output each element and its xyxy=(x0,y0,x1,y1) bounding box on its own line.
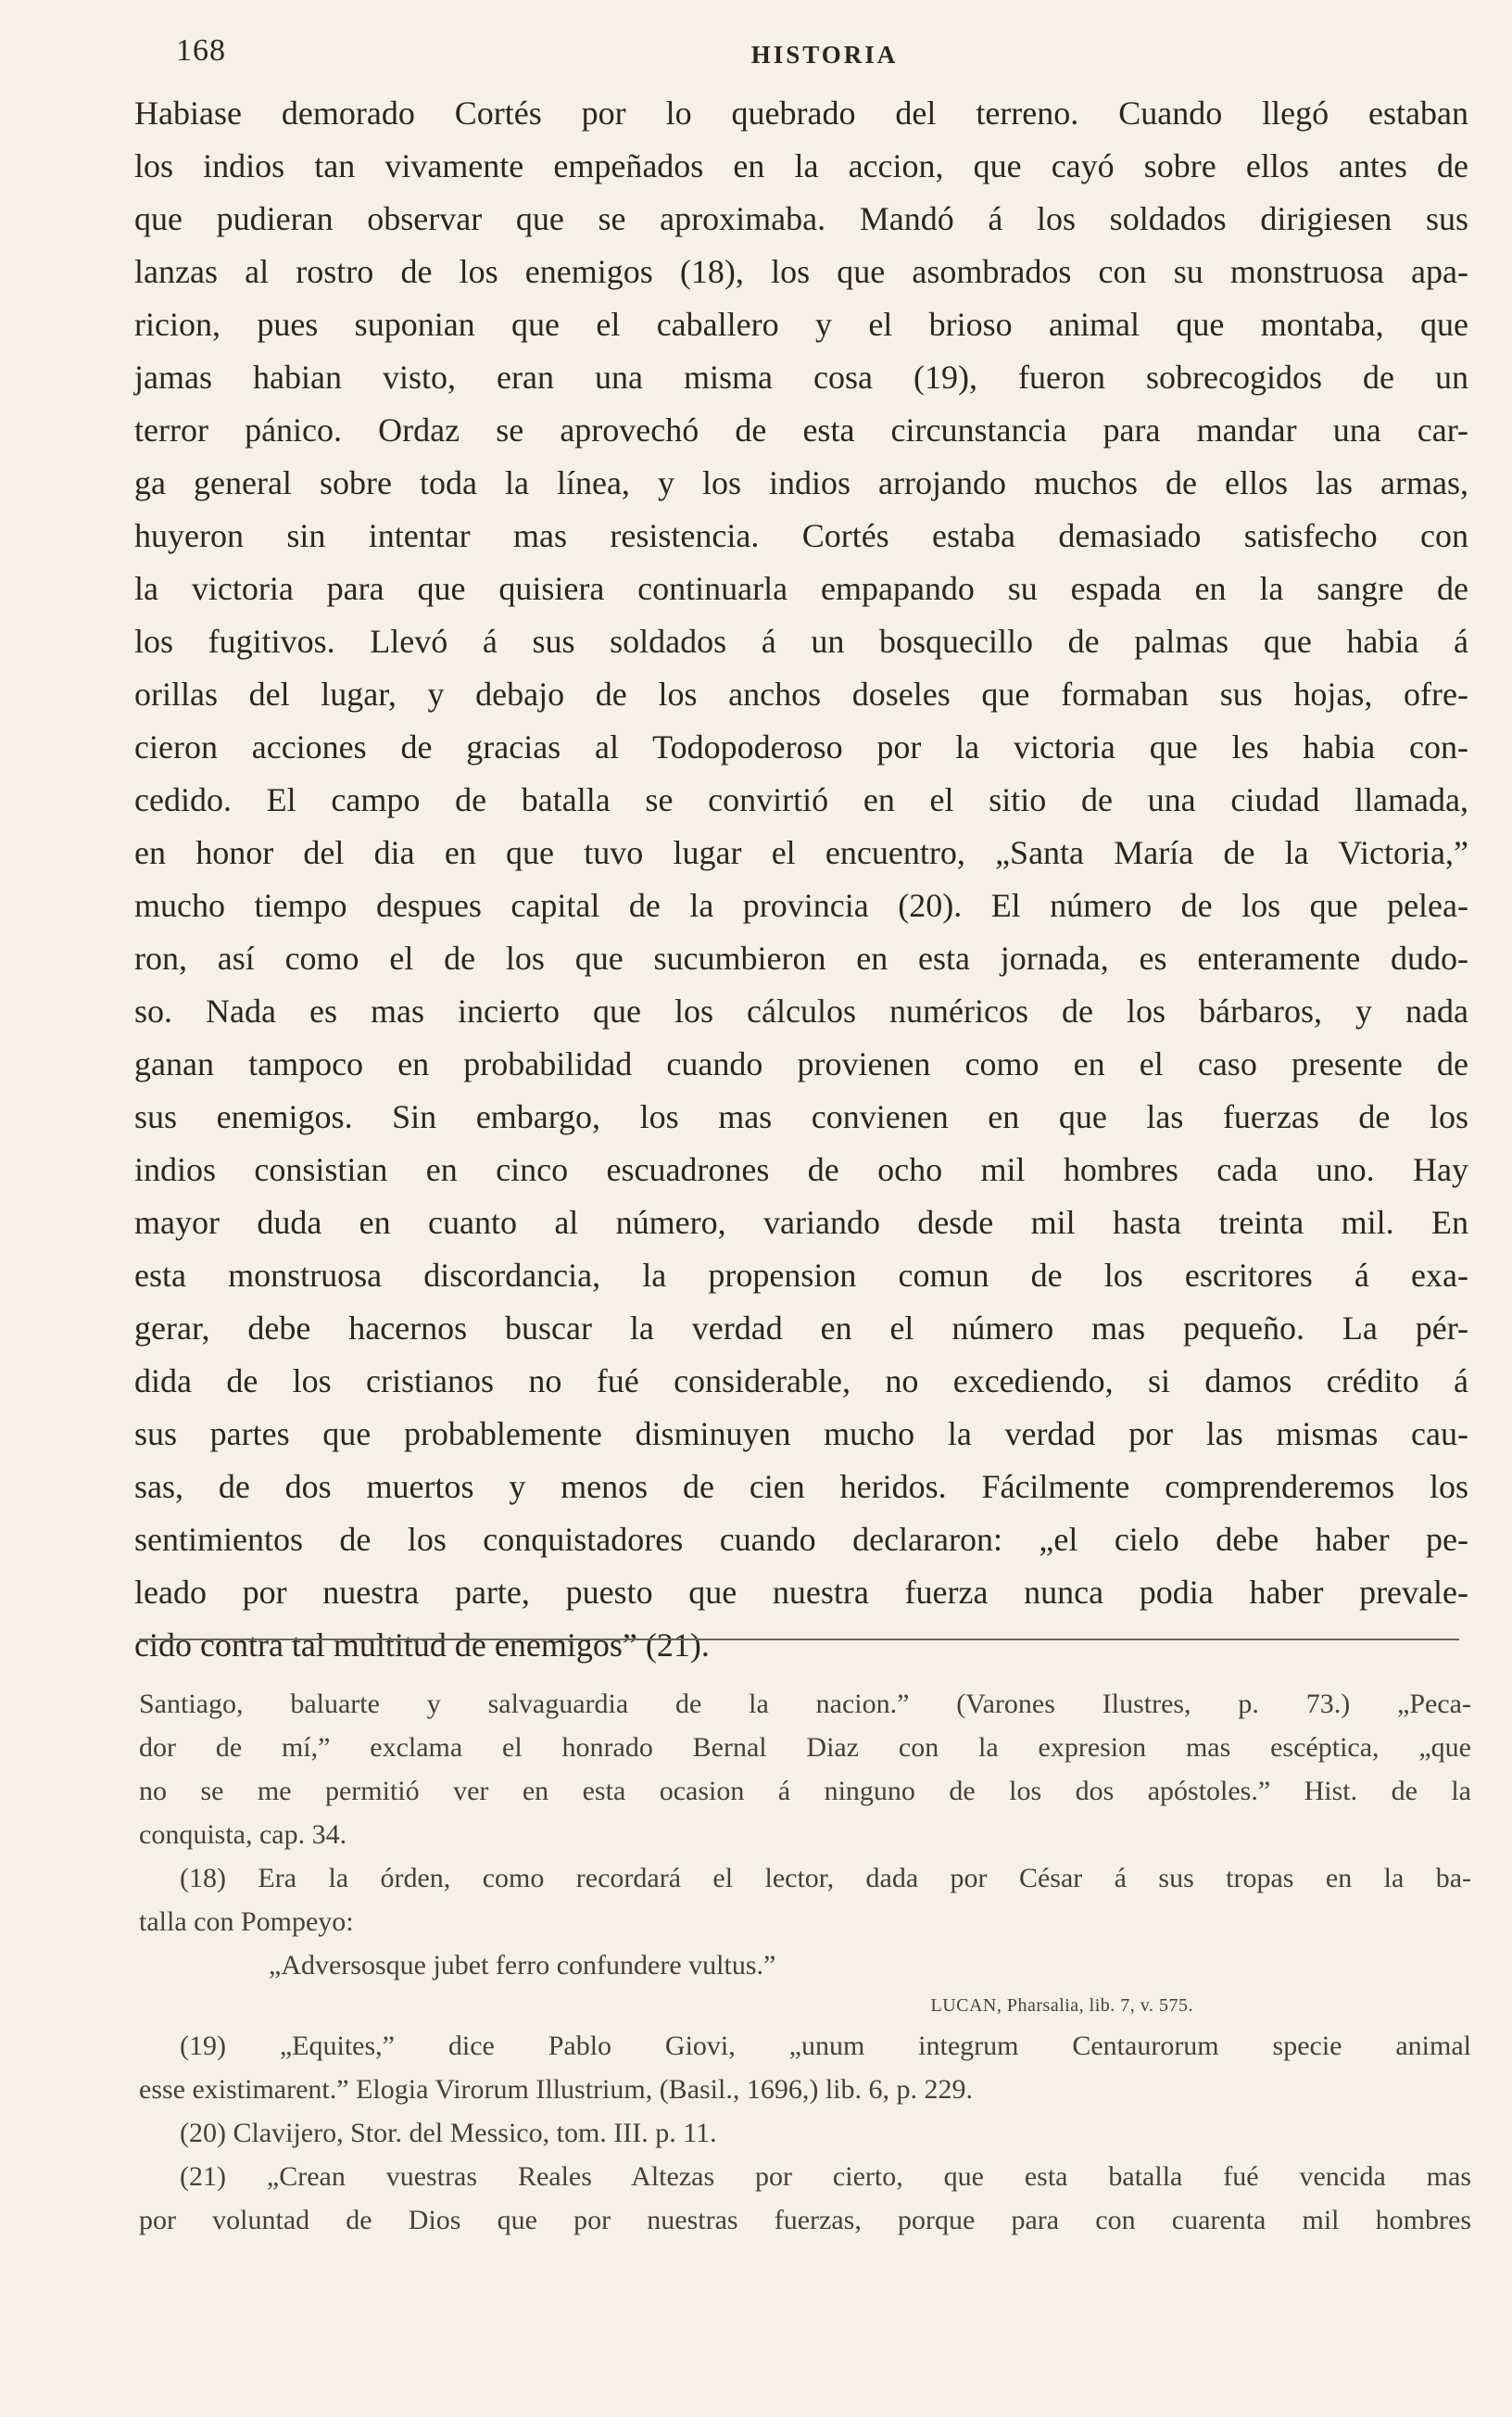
page-number: 168 xyxy=(176,33,226,68)
footnote-continuation-line: Santiago, baluarte y salvaguardia de la nacion.” (Varones Ilustres, p. 73.) „Peca- xyxy=(139,1689,1471,1719)
text-line: jamas habian visto, eran una misma cosa (19), fueron sobrecogidos de un xyxy=(134,359,1468,396)
text-line: indios consistian en cinco escuadrones de ocho mil hombres cada uno. Hay xyxy=(134,1151,1468,1188)
page-header xyxy=(176,28,1473,83)
text-line: terror pánico. Ordaz se aprovechó de esta circunstancia para mandar una car- xyxy=(134,411,1468,449)
text-line: esta monstruosa discordancia, la propension comun de los escritores á exa- xyxy=(134,1257,1468,1294)
text-line: que pudieran observar que se aproximaba. Mandó á los soldados dirigiesen sus xyxy=(134,200,1468,237)
footnote-21: (21) „Crean vuestras Reales Altezas por cierto, que esta batalla fué vencida mas xyxy=(180,2161,1471,2192)
text-line: ricion, pues suponian que el caballero y el brioso animal que montaba, que xyxy=(134,306,1468,343)
footnote-continuation-line: conquista, cap. 34. xyxy=(139,1819,347,1850)
footnotes xyxy=(139,1682,1471,2242)
footnote-divider xyxy=(139,1639,1459,1640)
footnote-21-line: por voluntad de Dios que por nuestras fuerzas, porque para con cuarenta mil hombres xyxy=(139,2205,1471,2235)
footnote-18-line: talla con Pompeyo: xyxy=(139,1906,354,1937)
text-line: Habiase demorado Cortés por lo quebrado del terreno. Cuando llegó estaban xyxy=(134,95,1468,132)
text-line: lanzas al rostro de los enemigos (18), los que asombrados con su monstruosa apa- xyxy=(134,253,1468,290)
text-line: la victoria para que quisiera continuarla empapando su espada en la sangre de xyxy=(134,570,1468,607)
text-line: cido contra tal multitud de enemigos” (21). xyxy=(134,1626,710,1664)
footnote-19: (19) „Equites,” dice Pablo Giovi, „unum integrum Centaurorum specie animal xyxy=(180,2031,1471,2061)
text-line: mucho tiempo despues capital de la provincia (20). El número de los que pelea- xyxy=(134,887,1468,924)
text-line: los indios tan vivamente empeñados en la accion, que cayó sobre ellos antes de xyxy=(134,147,1468,184)
text-line: ron, así como el de los que sucumbieron en esta jornada, es enteramente dudo- xyxy=(134,940,1468,977)
text-line: ga general sobre toda la línea, y los indios arrojando muchos de ellos las armas, xyxy=(134,464,1468,501)
text-line: los fugitivos. Llevó á sus soldados á un bosquecillo de palmas que habia á xyxy=(134,623,1468,660)
text-line: cieron acciones de gracias al Todopoderoso por la victoria que les habia con- xyxy=(134,728,1468,766)
text-line: orillas del lugar, y debajo de los anchos doseles que formaban sus hojas, ofre- xyxy=(134,676,1468,713)
text-line: en honor del dia en que tuvo lugar el encuentro, „Santa María de la Victoria,” xyxy=(134,834,1468,871)
text-line: sentimientos de los conquistadores cuando declararon: „el cielo debe haber pe- xyxy=(134,1521,1468,1558)
text-line: sus partes que probablemente disminuyen mucho la verdad por las mismas cau- xyxy=(134,1415,1468,1452)
text-line: cedido. El campo de batalla se convirtió en el sitio de una ciudad llamada, xyxy=(134,781,1468,818)
footnote-19-line: esse existimarent.” Elogia Virorum Illustrium, (Basil., 1696,) lib. 6, p. 229. xyxy=(139,2074,974,2105)
text-line: gerar, debe hacernos buscar la verdad en el número mas pequeño. La pér- xyxy=(134,1310,1468,1347)
footnote-20: (20) Clavijero, Stor. del Messico, tom. III. p. 11. xyxy=(180,2118,717,2148)
text-line: ganan tampoco en probabilidad cuando provienen como en el caso presente de xyxy=(134,1045,1468,1082)
running-head: HISTORIA xyxy=(750,41,899,69)
footnote-continuation-line: dor de mí,” exclama el honrado Bernal Diaz con la expresion mas escéptica, „que xyxy=(139,1732,1471,1763)
footnote-18-verse: „Adversosque jubet ferro confundere vultus.” xyxy=(269,1950,776,1980)
main-text xyxy=(134,87,1468,1672)
text-line: sas, de dos muertos y menos de cien heridos. Fácilmente comprenderemos los xyxy=(134,1468,1468,1505)
text-line: so. Nada es mas incierto que los cálculos numéricos de los bárbaros, y nada xyxy=(134,993,1468,1030)
footnote-18: (18) Era la órden, como recordará el lector, dada por César á sus tropas en la ba- xyxy=(180,1863,1471,1893)
text-line: dida de los cristianos no fué considerable, no excediendo, si damos crédito á xyxy=(134,1362,1468,1399)
footnote-18-citation: LUCAN, Pharsalia, lib. 7, v. 575. xyxy=(930,1995,1193,2016)
text-line: huyeron sin intentar mas resistencia. Cortés estaba demasiado satisfecho con xyxy=(134,517,1468,554)
text-line: sus enemigos. Sin embargo, los mas convienen en que las fuerzas de los xyxy=(134,1098,1468,1135)
footnote-continuation-line: no se me permitió ver en esta ocasion á ninguno de los dos apóstoles.” Hist. de la xyxy=(139,1776,1471,1806)
text-line: mayor duda en cuanto al número, variando desde mil hasta treinta mil. En xyxy=(134,1204,1468,1241)
text-line: leado por nuestra parte, puesto que nuestra fuerza nunca podia haber prevale- xyxy=(134,1574,1468,1611)
